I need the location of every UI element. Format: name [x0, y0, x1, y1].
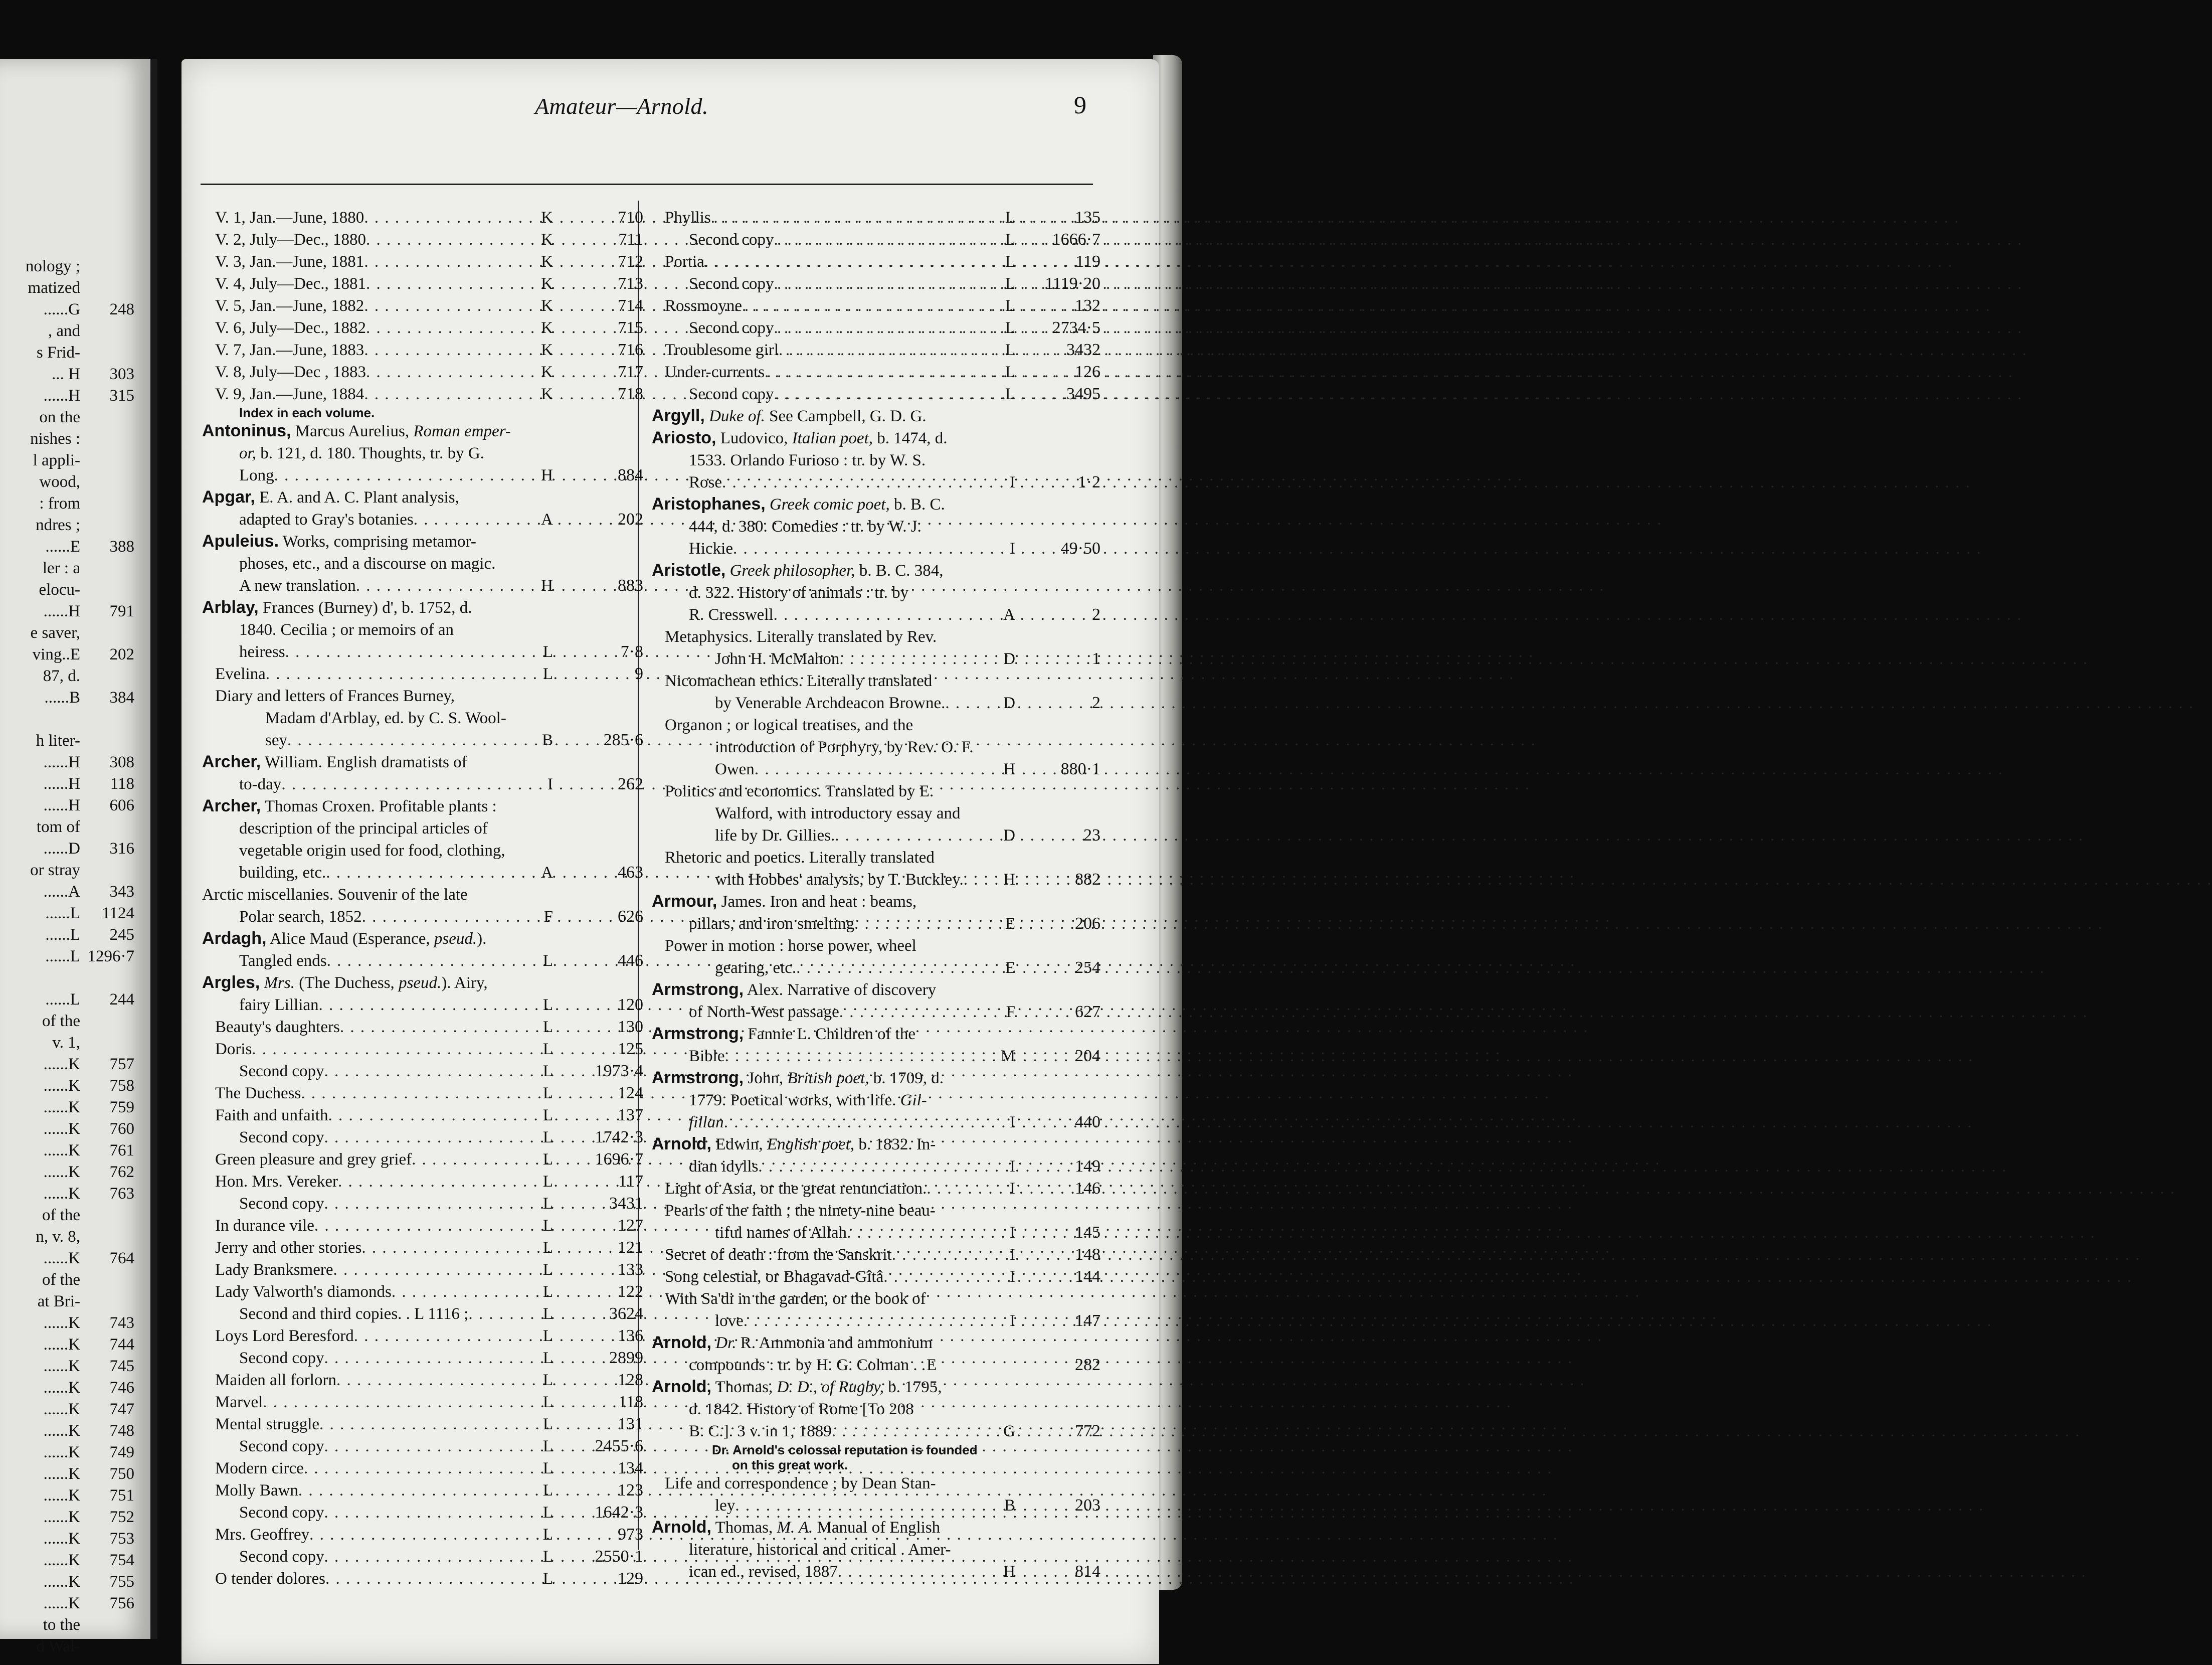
index-entry-apuleius: Apuleius. Works, comprising metamor- phoses, etc., and a discourse on magic. A new translation . . . H 883	[202, 531, 643, 597]
index-entry: Mental struggle . . . L 131	[202, 1413, 643, 1435]
fragment-line: ......D 316	[43, 840, 134, 858]
entry-number: 2899	[609, 1349, 643, 1367]
running-head: Amateur—Arnold.	[534, 93, 709, 119]
index-entry-life: Life and correspondence ; by Dean Stan- ley . . . B 203	[652, 1472, 1100, 1517]
entry-number: 2455·6	[595, 1437, 643, 1455]
entry-number: 718	[618, 385, 643, 403]
entry-number: 285·6	[603, 731, 643, 749]
entry-number: 203	[1075, 1496, 1100, 1515]
index-entry: V. 6, July—Dec., 1882 . . . K 715	[202, 317, 643, 339]
entry-heading: Arnold,	[652, 1333, 711, 1352]
entry-number: 148	[1075, 1245, 1100, 1264]
entry-number: 463	[618, 863, 643, 882]
index-entry: Evelina . . . L 9	[202, 663, 643, 685]
entry-number: 122	[618, 1282, 643, 1301]
fragment-line	[0, 709, 145, 730]
fragment-line: ......H 308	[43, 753, 134, 771]
fragment-line: n, v. 8,	[36, 1228, 80, 1246]
index-entry: Second copy . . . L 2734·5	[652, 317, 1100, 339]
entry-number: 147	[1075, 1311, 1100, 1330]
header-rule	[201, 184, 1093, 185]
fragment-line: ......K 762	[43, 1163, 134, 1181]
fragment-line: ......K 760	[43, 1120, 134, 1138]
index-column-left	[202, 207, 643, 1590]
index-entry-aristophanes: Aristophanes, Greek comic poet, b. B. C. 444, d. 380. Comedies : tr. by W. J. Hickie . . . I 49·50	[652, 493, 1100, 560]
index-entry-nicomachean: Nicomachean ethics. Literally translated by Venerable Archdeacon Browne. . . . D 2	[652, 670, 1100, 714]
index-entry-argles: Argles, Mrs. (The Duchess, pseud.). Airy, fairy Lillian . . . L 120	[202, 972, 643, 1016]
entry-number: 3495	[1066, 385, 1100, 403]
entry-number: 135	[1075, 208, 1100, 227]
entry-number: 7·8	[620, 642, 643, 661]
entry-number: 126	[1075, 363, 1100, 381]
index-entry-argyll: Argyll, Duke of. See Campbell, G. D. G.	[652, 406, 927, 425]
entry-number: 446	[618, 951, 643, 970]
index-entry-armstrong-john: Armstrong, John, British poet, b. 1709, d. 1779. Poetical works, with life. Gil- fillan . . . I 440	[652, 1067, 1100, 1133]
entry-heading: Argles,	[202, 973, 260, 992]
fragment-line: ......G 248	[43, 300, 134, 318]
index-entry-antoninus: Antoninus, Marcus Aurelius, Roman emper- or, b. 121, d. 180. Thoughts, tr. by G. Long . . . H 884	[202, 420, 643, 486]
index-entry: Second copy . . . L 2550·1	[202, 1546, 643, 1568]
entry-number: 714	[618, 296, 643, 315]
fragment-line: ......E 388	[45, 538, 134, 556]
index-entry: V. 2, July—Dec., 1880 . . . K 711	[202, 229, 643, 251]
entry-number: 1666·7	[1052, 230, 1100, 249]
entry-number: 23	[1083, 826, 1100, 845]
fragment-line: s Frid-	[36, 344, 80, 362]
fragment-line: e saver,	[30, 624, 80, 642]
title-list	[202, 1016, 643, 1590]
index-entry: Marvel . . . L 118	[202, 1391, 643, 1413]
index-entry-aristotle: Aristotle, Greek philosopher, b. B. C. 384, d. 322. History of animals : tr. by R. Cresswell . . . A 2	[652, 560, 1100, 626]
entry-number: 128	[618, 1371, 643, 1389]
entry-number: 136	[618, 1326, 643, 1345]
entry-number: 1742·3	[595, 1128, 643, 1146]
entry-number: 282	[1075, 1356, 1100, 1374]
entry-note: Dr. Arnold's colossal reputation is founded on this great work.	[712, 1442, 978, 1472]
entry-number: 120	[618, 995, 643, 1014]
entry-heading: Arblay,	[202, 598, 259, 617]
entry-number: 1	[1092, 649, 1100, 668]
entry-number: 1119·20	[1045, 274, 1100, 293]
entry-heading: Armour,	[652, 892, 717, 911]
index-entry: Lady Valworth's diamonds . . . L 122	[202, 1281, 643, 1303]
fragment-line: ......H 606	[43, 796, 134, 814]
index-entry-arnold-edwin: Arnold, Edwin, English poet, b. 1832. In- dian idylls . . . I 149	[652, 1133, 1100, 1178]
index-entry-apgar: Apgar, E. A. and A. C. Plant analysis, adapted to Gray's botanies . . . A 202	[202, 486, 643, 531]
entry-number: 627	[1075, 1003, 1100, 1021]
fragment-line: : from	[39, 494, 80, 513]
entry-number: 711	[618, 230, 643, 249]
index-entry-ariosto: Ariosto, Ludovico, Italian poet, b. 1474, d. 1533. Orlando Furioso : tr. by W. S. Rose . . . I 1·2	[652, 427, 1100, 493]
fragment-line: elocu-	[39, 581, 80, 599]
fragment-line: h liter-	[36, 732, 80, 750]
entry-number: 118	[618, 1393, 643, 1411]
entry-heading: Apgar,	[202, 487, 255, 507]
entry-number: 1696·7	[595, 1150, 643, 1169]
index-entry-archer-william: Archer, William. English dramatists of to-day . . . I 262	[202, 751, 643, 795]
entry-heading: Armstrong,	[652, 980, 744, 999]
entry-number: 119	[1075, 252, 1100, 271]
index-entry: Second copy . . . L 1742·3	[202, 1126, 643, 1148]
entry-heading: Aristophanes,	[652, 494, 766, 514]
fragment-line: ......K 755	[43, 1573, 134, 1591]
index-entry-pearls: Pearls of the faith ; the ninety-nine beau- tiful names of Allah . . . I 145	[652, 1200, 1100, 1244]
index-entry: Hon. Mrs. Vereker . . . L 117	[202, 1171, 643, 1193]
index-entry: Second copy . . . L 1642·3	[202, 1502, 643, 1524]
index-entry: Second copy . . . L 3431	[202, 1193, 643, 1215]
entry-heading: Antoninus,	[202, 421, 291, 440]
index-entry: Green pleasure and grey grief . . . L 1696·7	[202, 1148, 643, 1171]
entry-number: 117	[618, 1172, 643, 1191]
entry-number: 125	[618, 1040, 643, 1058]
entry-number: 2734·5	[1052, 318, 1100, 337]
fragment-line: ......K 753	[43, 1530, 134, 1548]
index-entry: Troublesome girl . . . L 3432	[652, 339, 1100, 361]
fragment-line: of the	[42, 1271, 80, 1289]
index-entry: Molly Bawn . . . L 123	[202, 1479, 643, 1502]
entry-heading: Archer,	[202, 752, 261, 771]
fragment-line: ......K 749	[43, 1443, 134, 1461]
left-page-fragment	[0, 59, 157, 1655]
index-entry: Light of Asia, or the great renunciation. . . . I 146	[652, 1178, 1100, 1200]
index-entry-arnold-thomas-ma: Arnold, Thomas, M. A. Manual of English literature, historical and critical . Amer- ican ed., revised, 1887 . . . H 814	[652, 1517, 1100, 1583]
index-entry: Mrs. Geoffrey . . . L 973	[202, 1524, 643, 1546]
entry-number: 712	[618, 252, 643, 271]
index-entry-arctic: Arctic miscellanies. Souvenir of the late Polar search, 1852 . . . F 626	[202, 884, 643, 928]
index-entry: V. 1, Jan.—June, 1880 . . . K 710	[202, 207, 643, 229]
index-entry: Loys Lord Beresford . . . L 136	[202, 1325, 643, 1347]
entry-number: 132	[1075, 296, 1100, 315]
index-entry-armour: Armour, James. Iron and heat : beams, pillars, and iron smelting . . . E 206	[652, 891, 1100, 935]
entry-heading: Armstrong,	[652, 1068, 744, 1087]
entry-number: 1·2	[1077, 473, 1100, 491]
fragment-line: l appli-	[33, 451, 80, 469]
fragment-line: ......L 1296·7	[45, 947, 134, 965]
entry-number: 880·1	[1060, 760, 1100, 778]
left-page-column	[0, 256, 145, 1657]
index-entry-armstrong-fannie: Armstrong, Fannie L. Children of the Bible . . . M 204	[652, 1023, 1100, 1067]
fragment-line: ......K 746	[43, 1379, 134, 1397]
entry-heading: Aristotle,	[652, 561, 726, 580]
fragment-line: ......K 751	[43, 1486, 134, 1505]
entry-number: 973	[618, 1525, 643, 1544]
fragment-line: matized	[28, 279, 80, 297]
fragment-line: ......K 756	[43, 1594, 134, 1612]
entry-number: 123	[618, 1481, 643, 1500]
index-entry: V. 5, Jan.—June, 1882 . . . K 714	[202, 295, 643, 317]
entry-number: 131	[618, 1415, 643, 1433]
entry-number: 883	[618, 576, 643, 595]
entry-number: 262	[618, 775, 643, 793]
entry-number: 49·50	[1060, 539, 1100, 558]
fragment-line: , and	[48, 322, 80, 340]
index-entry: V. 4, July—Dec., 1881 . . . K 713	[202, 273, 643, 295]
index-entry-armstrong-alex: Armstrong, Alex. Narrative of discovery of North-West passage . . . F 627	[652, 979, 1100, 1023]
index-entry: Lady Branksmere . . . L 133	[202, 1259, 643, 1281]
title-list	[652, 207, 1100, 405]
index-entry: Second copy . . . L 2455·6	[202, 1435, 643, 1457]
fragment-line: d Wal-	[36, 1637, 80, 1655]
index-entry-arnold-thomas-dd: Arnold, Thomas, D. D., of Rugby, b. 1795, d. 1842. History of Rome [To 208 B. C.]. 3 v. in 1, 1889 . . . G 772	[652, 1376, 1100, 1442]
fragment-line: ......H 118	[43, 775, 134, 793]
fragment-line	[0, 967, 145, 989]
index-entry-ardagh: Ardagh, Alice Maud (Esperance, pseud.). Tangled ends . . . L 446	[202, 928, 643, 972]
entry-heading: Archer,	[202, 796, 261, 815]
entry-number: 716	[618, 341, 643, 359]
fragment-line: wood,	[39, 473, 80, 491]
fragment-line: tom of	[36, 818, 80, 836]
fragment-line: v. 1,	[52, 1034, 80, 1052]
entry-number: 440	[1075, 1113, 1100, 1131]
entry-heading: Armstrong,	[652, 1024, 744, 1043]
entry-number: 206	[1075, 914, 1100, 933]
index-entry-archer-thomas: Archer, Thomas Croxen. Profitable plants : description of the principal articles of vegetable origin used for food, clothing, building, etc. . . . A 463	[202, 795, 643, 884]
entry-number: 146	[1075, 1179, 1100, 1198]
entry-number: 130	[618, 1018, 643, 1036]
fragment-line: or stray	[30, 861, 80, 879]
entry-heading: Apuleius.	[202, 532, 279, 551]
index-column-right	[652, 207, 1100, 1583]
entry-number: 2550·1	[595, 1547, 643, 1566]
index-entry: In durance vile . . . L 127	[202, 1215, 643, 1237]
entry-heading: Ariosto,	[652, 428, 716, 447]
fragment-line: on the	[39, 408, 80, 426]
index-entry-arnold-r: Arnold, Dr. R. Ammonia and ammonium compounds : tr. by H. G. Colman . . E 282	[652, 1332, 1100, 1376]
index-entry: Maiden all forlorn . . . L 128	[202, 1369, 643, 1391]
fragment-line: ......L 245	[45, 926, 134, 944]
fragment-line: nishes :	[30, 430, 80, 448]
entry-number: 814	[1075, 1562, 1100, 1581]
fragment-line: at Bri-	[37, 1292, 80, 1310]
fragment-line: ... H 303	[52, 365, 134, 383]
entry-number: 3432	[1066, 341, 1100, 359]
fragment-line: ......K 764	[43, 1249, 134, 1267]
entry-number: 3624	[609, 1304, 643, 1323]
index-entry: Portia . . . L 119	[652, 251, 1100, 273]
index-entry: V. 8, July—Dec , 1883 . . . K 717	[202, 361, 643, 383]
entry-number: 144	[1075, 1267, 1100, 1286]
fragment-line: ......K 743	[43, 1314, 134, 1332]
index-entry-sadi: With Sa'di in the garden, or the book of love . . . I 147	[652, 1288, 1100, 1332]
index-entry: Rossmoyne . . . L 132	[652, 295, 1100, 317]
entry-number: 772	[1075, 1422, 1100, 1440]
entry-number: 202	[618, 510, 643, 529]
index-entry: V. 3, Jan.—June, 1881 . . . K 712	[202, 251, 643, 273]
index-entry-power: Power in motion : horse power, wheel gearing, etc. . . . E 254	[652, 935, 1100, 979]
entry-number: 626	[618, 907, 643, 926]
index-entry-organon: Organon ; or logical treatises, and the introduction of Porphyry, by Rev. O. F. Owen . . . H 880·1	[652, 714, 1100, 780]
index-entry: Faith and unfaith . . . L 137	[202, 1104, 643, 1126]
entry-number: 121	[618, 1238, 643, 1257]
entry-note: Index in each volume.	[239, 405, 375, 420]
fragment-line: ......K 747	[43, 1400, 134, 1418]
index-entry: Doris . . . L 125	[202, 1038, 643, 1060]
entry-number: 145	[1075, 1223, 1100, 1242]
index-entry: Second and third copies. . L 1116 ; . . . L 3624	[202, 1303, 643, 1325]
entry-number: 9	[635, 664, 643, 683]
entry-heading: Ardagh,	[202, 929, 267, 948]
index-entry-diary: Diary and letters of Frances Burney, Madam d'Arblay, ed. by C. S. Wool- sey . . . B 285·6	[202, 685, 643, 751]
fragment-line: ......K 745	[43, 1357, 134, 1375]
entry-number: 713	[618, 274, 643, 293]
index-entry-rhetoric: Rhetoric and poetics. Literally translated with Hobbes' analysis, by T. Buckley. . . . H 882	[652, 847, 1100, 891]
fragment-line: to the	[43, 1616, 80, 1634]
index-entry: Second copy . . . L 1666·7	[652, 229, 1100, 251]
fragment-line: of the	[42, 1206, 80, 1224]
fragment-line: ......K 763	[43, 1185, 134, 1203]
fragment-line: ......L 244	[45, 990, 134, 1009]
index-entry-arblay: Arblay, Frances (Burney) d', b. 1752, d. 1840. Cecilia ; or memoirs of an heiress . . . L 7·8	[202, 597, 643, 663]
index-entry-metaphysics: Metaphysics. Literally translated by Rev. John H. McMahon . . . D 1	[652, 626, 1100, 670]
entry-number: 715	[618, 318, 643, 337]
fragment-line: ......K 758	[43, 1077, 134, 1095]
fragment-line: ndres ;	[36, 516, 80, 534]
entry-heading: Argyll,	[652, 406, 705, 425]
entry-number: 127	[618, 1216, 643, 1235]
index-entry: Song celestial, or Bhagavad-Gîtâ . . . I 144	[652, 1266, 1100, 1288]
entry-number: 710	[618, 208, 643, 227]
fragment-line: ......A 343	[43, 883, 134, 901]
entry-number: 134	[618, 1459, 643, 1477]
page-number: 9	[1074, 91, 1086, 119]
entry-number: 137	[618, 1106, 643, 1124]
fragment-line: ......H 791	[43, 602, 134, 620]
fragment-line: 87, d.	[43, 667, 80, 685]
entry-heading: Arnold,	[652, 1134, 711, 1153]
fragment-line: ving..E 202	[32, 645, 134, 663]
fragment-line: ......K 752	[43, 1508, 134, 1526]
fragment-line: ......K 750	[43, 1465, 134, 1483]
index-entry: Beauty's daughters . . . L 130	[202, 1016, 643, 1038]
entry-number: 124	[618, 1084, 643, 1102]
fragment-line: ......K 744	[43, 1336, 134, 1354]
index-entry: Phyllis . . . L 135	[652, 207, 1100, 229]
fragment-line: ......K 757	[43, 1055, 134, 1073]
entry-heading: Arnold,	[652, 1377, 711, 1396]
entry-number: 254	[1075, 958, 1100, 977]
index-entry: Second copy . . . L 1119·20	[652, 273, 1100, 295]
index-entry: Under-currents . . . L 126	[652, 361, 1100, 383]
index-entry: The Duchess . . . L 124	[202, 1082, 643, 1104]
index-entry: Second copy . . . L 3495	[652, 383, 1100, 405]
index-entry: Secret of death : from the Sanskrit . . . I 148	[652, 1244, 1100, 1266]
fragment-line: ......B 384	[44, 689, 134, 707]
fragment-line: ......K 754	[43, 1551, 134, 1569]
entry-number: 2	[1092, 694, 1100, 712]
entry-number: 882	[1075, 870, 1100, 889]
index-entry-politics: Politics and economics. Translated by E. Walford, with introductory essay and life by Dr. Gillies. . . . D 23	[652, 780, 1100, 847]
fragment-line: ......K 759	[43, 1098, 134, 1116]
index-entry: V. 7, Jan.—June, 1883 . . . K 716	[202, 339, 643, 361]
entry-number: 149	[1075, 1157, 1100, 1176]
index-entry: O tender dolores . . . L 129	[202, 1568, 643, 1590]
index-entry: Second copy . . . L 2899	[202, 1347, 643, 1369]
index-entry: V. 9, Jan.—June, 1884 . . . K 718	[202, 383, 643, 405]
index-entry: Modern circe . . . L 134	[202, 1457, 643, 1479]
index-entry: Second copy . . . L 1973·4	[202, 1060, 643, 1082]
entry-number: 1642·3	[595, 1503, 643, 1522]
entry-heading: Arnold,	[652, 1518, 711, 1537]
entry-number: 1973·4	[595, 1062, 643, 1080]
entry-number: 884	[618, 466, 643, 484]
fragment-line: ......K 761	[43, 1141, 134, 1159]
entry-number: 204	[1075, 1047, 1100, 1065]
fragment-line: ler : a	[42, 559, 80, 577]
index-entry: Jerry and other stories . . . L 121	[202, 1237, 643, 1259]
entry-number: 717	[618, 363, 643, 381]
entry-number: 129	[618, 1569, 643, 1588]
entry-number: 133	[618, 1260, 643, 1279]
entry-number: 3431	[609, 1194, 643, 1213]
entry-number: 2	[1092, 605, 1100, 624]
fragment-line: ......K 748	[43, 1422, 134, 1440]
fragment-line: nology ;	[25, 257, 80, 275]
fragment-line: of the	[42, 1012, 80, 1030]
fragment-line: ......H 315	[43, 387, 134, 405]
fragment-line: ......L 1124	[45, 904, 134, 922]
